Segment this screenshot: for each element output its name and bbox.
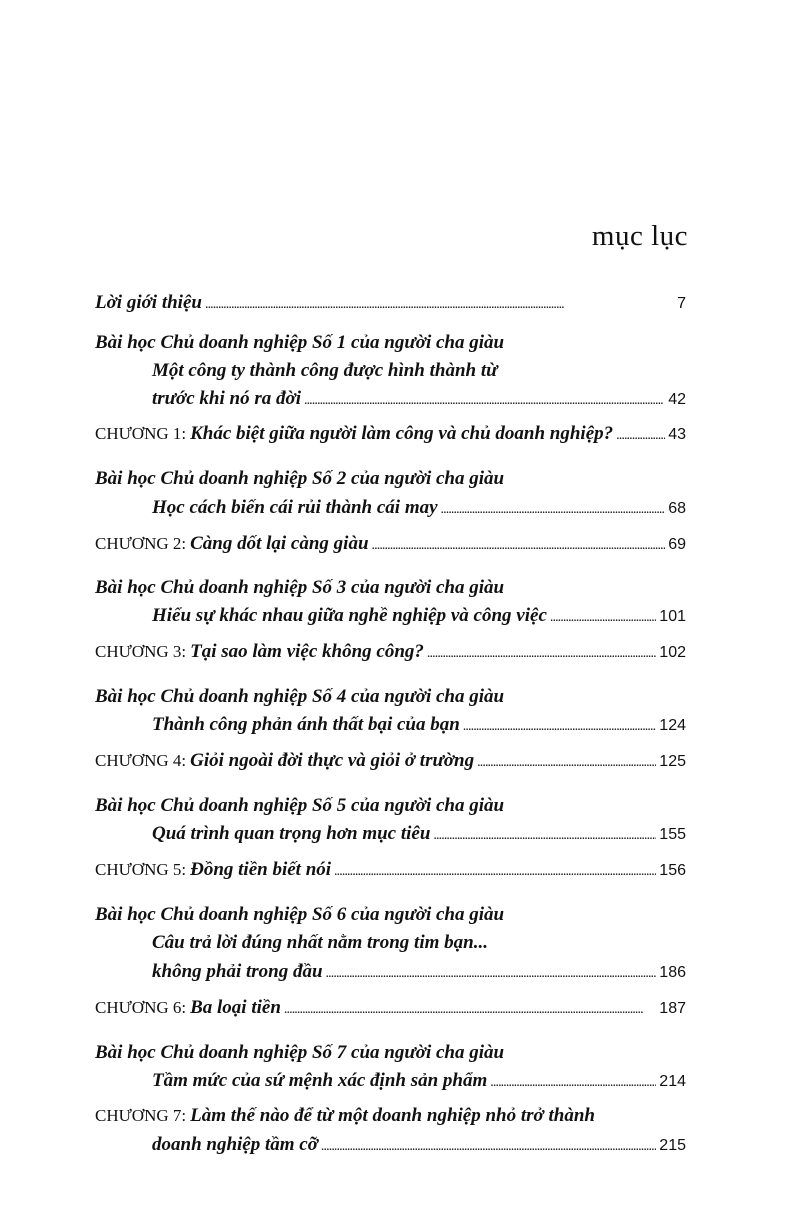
- lesson-heading-text: Bài học Chủ doanh nghiệp Số 1 của người cha giàu: [95, 332, 505, 353]
- chapter-title: Đồng tiền biết nói: [190, 859, 332, 880]
- dot-leader: [326, 961, 657, 983]
- page-number: 155: [659, 826, 686, 843]
- page-title: mục lục: [591, 220, 688, 252]
- chapter-label: CHƯƠNG 3:: [95, 642, 187, 661]
- lesson-title-line: [152, 961, 686, 987]
- lesson-heading: [95, 577, 686, 603]
- dot-leader: [284, 997, 656, 1019]
- chapter-entry: [95, 997, 686, 1023]
- chapter-label: CHƯƠNG 4:: [95, 751, 187, 770]
- dot-leader: [477, 750, 656, 772]
- lesson-heading: [95, 686, 686, 712]
- dot-leader: [616, 423, 665, 445]
- lesson-title-line: [152, 932, 686, 958]
- page-number: 68: [668, 500, 686, 517]
- page-number: 125: [659, 753, 686, 770]
- chapter-label: CHƯƠNG 7:: [95, 1106, 187, 1125]
- lesson-title: Quá trình quan trọng hơn mục tiêu: [152, 823, 431, 844]
- chapter-label: CHƯƠNG 6:: [95, 998, 187, 1017]
- chapter-title: Ba loại tiền: [190, 997, 281, 1018]
- toc-entry-intro: [95, 292, 686, 318]
- chapter-label: CHƯƠNG 2:: [95, 534, 187, 553]
- lesson-heading-text: Bài học Chủ doanh nghiệp Số 4 của người cha giàu: [95, 686, 505, 707]
- page-number: 186: [659, 964, 686, 981]
- lesson-title: Thành công phản ánh thất bại của bạn: [152, 714, 460, 735]
- lesson-title-line: [152, 497, 686, 523]
- dot-leader: [433, 823, 656, 845]
- lesson-title-line: [152, 605, 686, 631]
- page-number: 156: [659, 862, 686, 879]
- chapter-entry: [95, 423, 686, 449]
- dot-leader: [304, 388, 665, 410]
- page-number: 101: [659, 608, 686, 625]
- chapter-entry: [95, 859, 686, 885]
- dot-leader: [463, 714, 657, 736]
- chapter-entry: [95, 750, 686, 776]
- page-number: 215: [659, 1137, 686, 1154]
- chapter-entry: [95, 533, 686, 559]
- lesson-heading-text: Bài học Chủ doanh nghiệp Số 5 của người cha giàu: [95, 795, 505, 816]
- lesson-title: Một công ty thành công được hình thành từ: [152, 360, 498, 381]
- dot-leader: [372, 533, 666, 555]
- lesson-heading: [95, 795, 686, 821]
- chapter-title: doanh nghiệp tầm cỡ: [152, 1134, 318, 1155]
- chapter-title: Làm thế nào để từ một doanh nghiệp nhỏ trở thành: [190, 1105, 595, 1126]
- chapter-title: Giỏi ngoài đời thực và giỏi ở trường: [190, 750, 475, 771]
- dot-leader: [334, 859, 656, 881]
- lesson-title: Tầm mức của sứ mệnh xác định sản phẩm: [152, 1070, 488, 1091]
- lesson-heading-text: Bài học Chủ doanh nghiệp Số 6 của người cha giàu: [95, 904, 505, 925]
- lesson-title-line: [152, 360, 686, 386]
- chapter-title: Tại sao làm việc không công?: [190, 641, 424, 662]
- dot-leader: [441, 497, 666, 519]
- lesson-heading-text: Bài học Chủ doanh nghiệp Số 3 của người cha giàu: [95, 577, 505, 598]
- lesson-title: không phải trong đầu: [152, 961, 323, 982]
- chapter-entry: [152, 1134, 686, 1160]
- page-number: 42: [668, 391, 686, 408]
- chapter-label: CHƯƠNG 1:: [95, 424, 187, 443]
- lesson-heading-text: Bài học Chủ doanh nghiệp Số 7 của người cha giàu: [95, 1042, 505, 1063]
- lesson-heading: [95, 1042, 686, 1068]
- dot-leader: [427, 641, 656, 663]
- lesson-title: Học cách biến cái rủi thành cái may: [152, 497, 438, 518]
- chapter-entry: [95, 1105, 686, 1131]
- page-number: 69: [668, 536, 686, 553]
- chapter-label: CHƯƠNG 5:: [95, 860, 187, 879]
- dot-leader: [490, 1070, 656, 1092]
- page-number: 7: [677, 295, 686, 312]
- page-number: 124: [659, 717, 686, 734]
- lesson-title: Câu trả lời đúng nhất nằm trong tim bạn...: [152, 932, 488, 953]
- page-number: 187: [659, 1000, 686, 1017]
- dot-leader: [321, 1134, 656, 1156]
- lesson-heading-text: Bài học Chủ doanh nghiệp Số 2 của người cha giàu: [95, 468, 505, 489]
- lesson-heading: [95, 468, 686, 494]
- lesson-title-line: [152, 1070, 686, 1096]
- chapter-title: Khác biệt giữa người làm công và chủ doanh nghiệp?: [190, 423, 614, 444]
- lesson-title-line: [152, 714, 686, 740]
- lesson-heading: [95, 332, 686, 358]
- entry-title: Lời giới thiệu: [95, 292, 202, 313]
- lesson-title-line: [152, 388, 686, 414]
- dot-leader: [205, 292, 674, 314]
- dot-leader: [550, 605, 656, 627]
- page-number: 102: [659, 644, 686, 661]
- page-number: 214: [659, 1073, 686, 1090]
- chapter-title: Càng dốt lại càng giàu: [190, 533, 369, 554]
- chapter-entry: [95, 641, 686, 667]
- lesson-title: Hiểu sự khác nhau giữa nghề nghiệp và công việc: [152, 605, 547, 626]
- page-number: 43: [668, 426, 686, 443]
- lesson-title-line: [152, 823, 686, 849]
- lesson-title: trước khi nó ra đời: [152, 388, 301, 409]
- lesson-heading: [95, 904, 686, 930]
